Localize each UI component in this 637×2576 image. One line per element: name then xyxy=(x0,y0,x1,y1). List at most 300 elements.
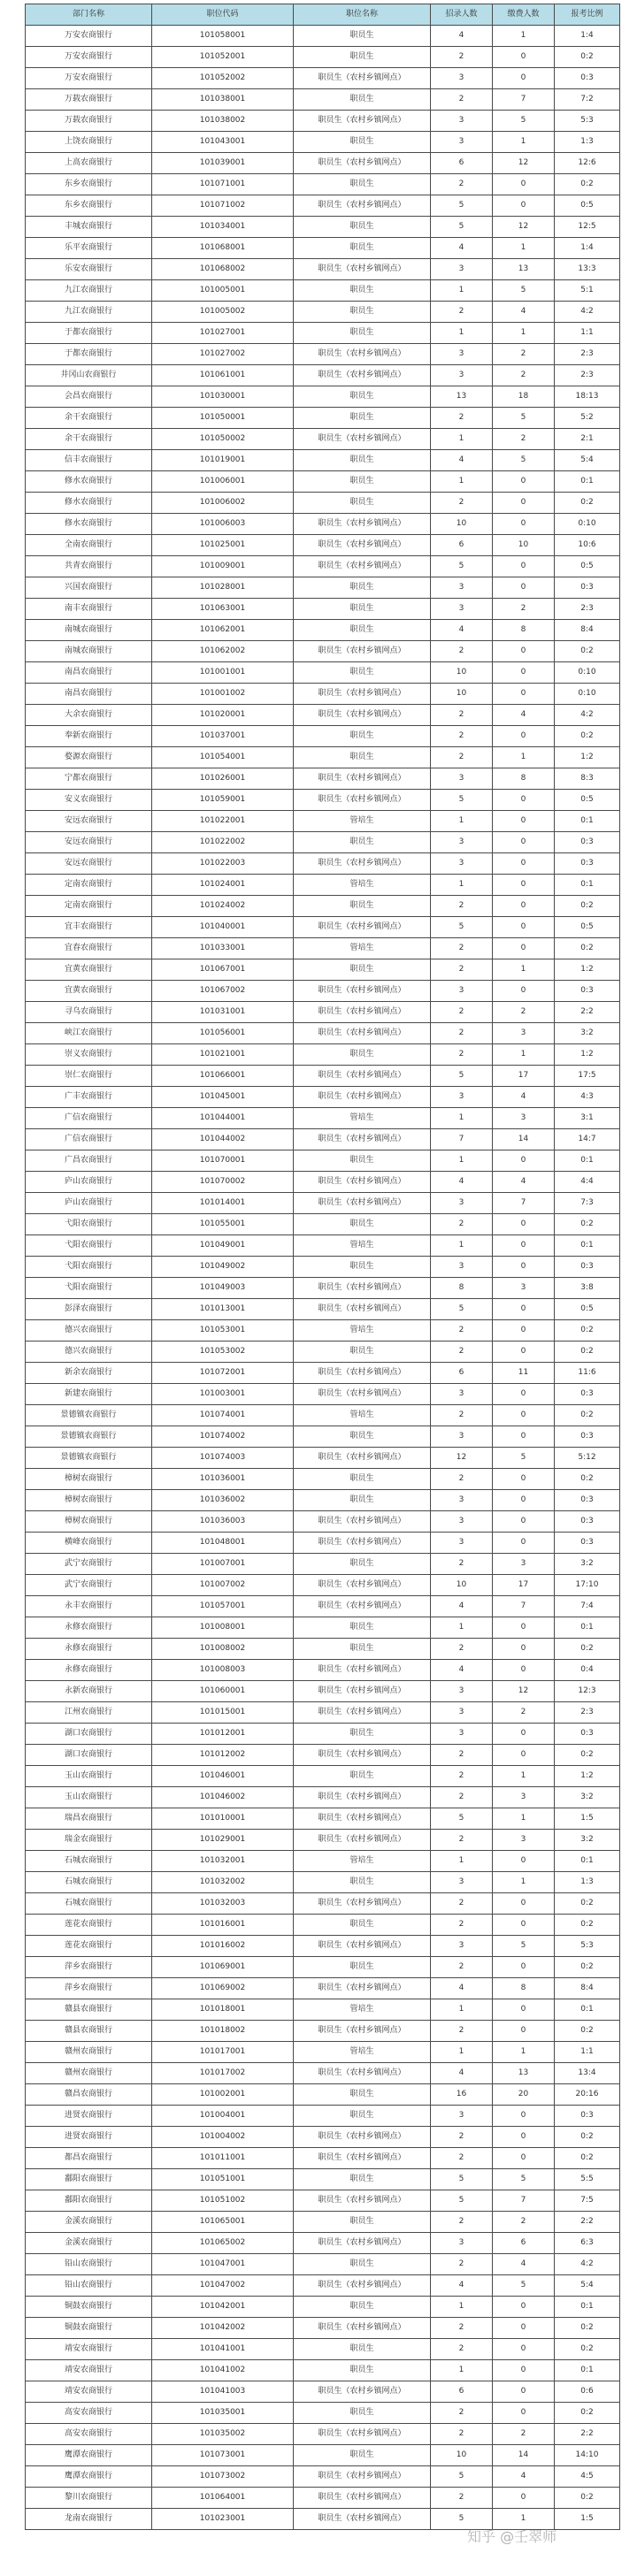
table-row xyxy=(26,1384,620,1405)
paid-count-cell: 0 xyxy=(493,1384,555,1405)
recruit-count-cell: 2 xyxy=(431,2021,493,2042)
position-name-cell: 职员生（农村乡镇网点） xyxy=(294,1596,431,1617)
paid-count-cell: 12 xyxy=(493,1681,555,1702)
position-code-cell: 101036002 xyxy=(152,1490,294,1511)
paid-count-cell: 12 xyxy=(493,153,555,174)
paid-count-cell: 0 xyxy=(493,556,555,577)
paid-count-cell: 0 xyxy=(493,1533,555,1554)
position-code-cell: 101070002 xyxy=(152,1172,294,1193)
position-code-cell: 101063001 xyxy=(152,599,294,620)
department-cell: 樟树农商银行 xyxy=(26,1511,152,1533)
department-cell: 赣昌农商银行 xyxy=(26,2084,152,2106)
paid-count-cell: 0 xyxy=(493,1745,555,1766)
department-cell: 九江农商银行 xyxy=(26,280,152,302)
position-code-cell: 101049001 xyxy=(152,1235,294,1257)
table-row xyxy=(26,1278,620,1299)
ratio-cell: 0:2 xyxy=(555,1745,620,1766)
table-row xyxy=(26,238,620,259)
recruit-count-cell: 2 xyxy=(431,1342,493,1363)
position-code-cell: 101049002 xyxy=(152,1257,294,1278)
ratio-cell: 5:12 xyxy=(555,1448,620,1469)
department-cell: 铜鼓农商银行 xyxy=(26,2318,152,2339)
paid-count-cell: 1 xyxy=(493,2509,555,2530)
position-name-cell: 职员生 xyxy=(294,896,431,917)
table-row xyxy=(26,2190,620,2212)
table-row xyxy=(26,1066,620,1087)
position-code-cell: 101025001 xyxy=(152,535,294,556)
ratio-cell: 0:5 xyxy=(555,1299,620,1320)
position-code-cell: 101037001 xyxy=(152,726,294,747)
paid-count-cell: 0 xyxy=(493,1617,555,1639)
recruit-count-cell: 1 xyxy=(431,429,493,450)
position-code-cell: 101040001 xyxy=(152,917,294,938)
recruit-count-cell: 1 xyxy=(431,875,493,896)
table-row xyxy=(26,1575,620,1596)
ratio-cell: 11:6 xyxy=(555,1363,620,1384)
department-cell: 永修农商银行 xyxy=(26,1617,152,1639)
ratio-cell: 5:2 xyxy=(555,408,620,429)
paid-count-cell: 2 xyxy=(493,2212,555,2233)
table-row xyxy=(26,2148,620,2169)
department-cell: 上饶农商银行 xyxy=(26,132,152,153)
position-name-cell: 职员生 xyxy=(294,2254,431,2275)
paid-count-cell: 2 xyxy=(493,599,555,620)
paid-count-cell: 0 xyxy=(493,1405,555,1426)
recruit-count-cell: 2 xyxy=(431,1214,493,1235)
position-name-cell: 职员生 xyxy=(294,217,431,238)
ratio-cell: 0:2 xyxy=(555,726,620,747)
position-code-cell: 101017001 xyxy=(152,2042,294,2063)
position-code-cell: 101053002 xyxy=(152,1342,294,1363)
ratio-cell: 17:5 xyxy=(555,1066,620,1087)
paid-count-cell: 0 xyxy=(493,1342,555,1363)
department-cell: 铅山农商银行 xyxy=(26,2275,152,2297)
recruit-count-cell: 5 xyxy=(431,790,493,811)
ratio-cell: 20:16 xyxy=(555,2084,620,2106)
paid-count-cell: 3 xyxy=(493,1554,555,1575)
position-code-cell: 101024002 xyxy=(152,896,294,917)
table-row xyxy=(26,471,620,493)
position-name-cell: 职员生（农村乡镇网点） xyxy=(294,259,431,280)
position-code-cell: 101016001 xyxy=(152,1915,294,1936)
paid-count-cell: 5 xyxy=(493,450,555,471)
ratio-cell: 1:5 xyxy=(555,2509,620,2530)
position-name-cell: 职员生（农村乡镇网点） xyxy=(294,2021,431,2042)
ratio-cell: 13:4 xyxy=(555,2063,620,2084)
ratio-cell: 5:3 xyxy=(555,111,620,132)
department-cell: 鹰潭农商银行 xyxy=(26,2466,152,2488)
position-name-cell: 职员生 xyxy=(294,493,431,514)
paid-count-cell: 0 xyxy=(493,2297,555,2318)
ratio-cell: 3:8 xyxy=(555,1278,620,1299)
ratio-cell: 0:2 xyxy=(555,2488,620,2509)
paid-count-cell: 0 xyxy=(493,2360,555,2381)
position-name-cell: 职员生 xyxy=(294,1044,431,1066)
position-code-cell: 101024001 xyxy=(152,875,294,896)
department-cell: 兴国农商银行 xyxy=(26,577,152,599)
position-name-cell: 职员生（农村乡镇网点） xyxy=(294,1660,431,1681)
position-code-cell: 101062002 xyxy=(152,641,294,662)
ratio-cell: 12:3 xyxy=(555,1681,620,1702)
paid-count-cell: 0 xyxy=(493,2021,555,2042)
recruit-count-cell: 5 xyxy=(431,2509,493,2530)
recruit-count-cell: 4 xyxy=(431,26,493,47)
ratio-cell: 0:3 xyxy=(555,1257,620,1278)
recruit-count-cell: 1 xyxy=(431,1999,493,2021)
table-row xyxy=(26,790,620,811)
position-name-cell: 职员生 xyxy=(294,450,431,471)
table-row xyxy=(26,217,620,238)
position-name-cell: 职员生（农村乡镇网点） xyxy=(294,1384,431,1405)
position-name-cell: 职员生 xyxy=(294,1554,431,1575)
position-name-cell: 职员生（农村乡镇网点） xyxy=(294,365,431,386)
ratio-cell: 4:2 xyxy=(555,705,620,726)
position-name-cell: 职员生（农村乡镇网点） xyxy=(294,1745,431,1766)
position-code-cell: 101064001 xyxy=(152,2488,294,2509)
position-name-cell: 管培生 xyxy=(294,1235,431,1257)
department-cell: 铅山农商银行 xyxy=(26,2254,152,2275)
paid-count-cell: 0 xyxy=(493,577,555,599)
paid-count-cell: 4 xyxy=(493,1087,555,1108)
paid-count-cell: 1 xyxy=(493,1766,555,1787)
header-department: 部门名称 xyxy=(26,4,152,26)
position-code-cell: 101007001 xyxy=(152,1554,294,1575)
recruit-count-cell: 10 xyxy=(431,1575,493,1596)
table-row xyxy=(26,641,620,662)
ratio-cell: 10:6 xyxy=(555,535,620,556)
table-row xyxy=(26,2424,620,2445)
ratio-cell: 0:2 xyxy=(555,1469,620,1490)
position-code-cell: 101046002 xyxy=(152,1787,294,1808)
recruit-count-cell: 4 xyxy=(431,620,493,641)
position-name-cell: 职员生（农村乡镇网点） xyxy=(294,535,431,556)
position-name-cell: 职员生 xyxy=(294,1915,431,1936)
position-code-cell: 101041003 xyxy=(152,2381,294,2403)
position-code-cell: 101003001 xyxy=(152,1384,294,1405)
position-name-cell: 职员生（农村乡镇网点） xyxy=(294,1936,431,1957)
table-row xyxy=(26,2403,620,2424)
ratio-cell: 2:2 xyxy=(555,2424,620,2445)
department-cell: 樟树农商银行 xyxy=(26,1490,152,1511)
recruit-count-cell: 2 xyxy=(431,896,493,917)
position-name-cell: 职员生（农村乡镇网点） xyxy=(294,2381,431,2403)
department-cell: 莲花农商银行 xyxy=(26,1915,152,1936)
paid-count-cell: 0 xyxy=(493,2339,555,2360)
ratio-cell: 17:10 xyxy=(555,1575,620,1596)
position-name-cell: 职员生（农村乡镇网点） xyxy=(294,1533,431,1554)
recruit-count-cell: 2 xyxy=(431,959,493,981)
recruit-count-cell: 1 xyxy=(431,323,493,344)
table-row xyxy=(26,1129,620,1150)
ratio-cell: 0:3 xyxy=(555,68,620,89)
department-cell: 樟树农商银行 xyxy=(26,1469,152,1490)
table-row xyxy=(26,1363,620,1384)
paid-count-cell: 0 xyxy=(493,2488,555,2509)
position-code-cell: 101070001 xyxy=(152,1150,294,1172)
paid-count-cell: 5 xyxy=(493,1936,555,1957)
department-cell: 庐山农商银行 xyxy=(26,1172,152,1193)
position-code-cell: 101011001 xyxy=(152,2148,294,2169)
position-name-cell: 职员生 xyxy=(294,726,431,747)
table-row xyxy=(26,2488,620,2509)
table-row xyxy=(26,1320,620,1342)
table-row xyxy=(26,1787,620,1808)
recruit-count-cell: 2 xyxy=(431,2339,493,2360)
recruit-count-cell: 3 xyxy=(431,111,493,132)
position-code-cell: 101032003 xyxy=(152,1893,294,1915)
paid-count-cell: 0 xyxy=(493,938,555,959)
ratio-cell: 0:5 xyxy=(555,195,620,217)
table-row xyxy=(26,365,620,386)
ratio-cell: 0:2 xyxy=(555,47,620,68)
recruit-count-cell: 3 xyxy=(431,1426,493,1448)
table-row xyxy=(26,1405,620,1426)
position-name-cell: 职员生（农村乡镇网点） xyxy=(294,2148,431,2169)
recruit-count-cell: 2 xyxy=(431,2318,493,2339)
position-name-cell: 职员生 xyxy=(294,832,431,853)
position-name-cell: 职员生 xyxy=(294,89,431,111)
position-code-cell: 101061001 xyxy=(152,365,294,386)
table-row xyxy=(26,1257,620,1278)
department-cell: 玉山农商银行 xyxy=(26,1787,152,1808)
recruit-count-cell: 4 xyxy=(431,1172,493,1193)
recruit-count-cell: 1 xyxy=(431,471,493,493)
position-code-cell: 101009001 xyxy=(152,556,294,577)
department-cell: 乐安农商银行 xyxy=(26,259,152,280)
ratio-cell: 12:5 xyxy=(555,217,620,238)
paid-count-cell: 0 xyxy=(493,2106,555,2127)
department-cell: 赣州农商银行 xyxy=(26,2042,152,2063)
position-code-cell: 101044001 xyxy=(152,1108,294,1129)
paid-count-cell: 0 xyxy=(493,1851,555,1872)
department-cell: 鄱阳农商银行 xyxy=(26,2169,152,2190)
table-row xyxy=(26,1490,620,1511)
recruit-count-cell: 3 xyxy=(431,1872,493,1893)
table-row xyxy=(26,1108,620,1129)
position-name-cell: 职员生（农村乡镇网点） xyxy=(294,2190,431,2212)
ratio-cell: 5:4 xyxy=(555,450,620,471)
recruit-count-cell: 1 xyxy=(431,2360,493,2381)
paid-count-cell: 5 xyxy=(493,111,555,132)
position-name-cell: 职员生 xyxy=(294,577,431,599)
position-name-cell: 职员生 xyxy=(294,2084,431,2106)
position-code-cell: 101067002 xyxy=(152,981,294,1002)
table-row xyxy=(26,1087,620,1108)
department-cell: 万安农商银行 xyxy=(26,47,152,68)
department-cell: 安远农商银行 xyxy=(26,832,152,853)
recruit-count-cell: 2 xyxy=(431,1639,493,1660)
position-code-cell: 101032001 xyxy=(152,1851,294,1872)
ratio-cell: 0:2 xyxy=(555,1342,620,1363)
table-row xyxy=(26,2106,620,2127)
recruit-count-cell: 3 xyxy=(431,853,493,875)
ratio-cell: 7:4 xyxy=(555,1596,620,1617)
ratio-cell: 0:2 xyxy=(555,1893,620,1915)
position-code-cell: 101038001 xyxy=(152,89,294,111)
position-code-cell: 101051001 xyxy=(152,2169,294,2190)
recruit-count-cell: 2 xyxy=(431,2424,493,2445)
department-cell: 都昌农商银行 xyxy=(26,2148,152,2169)
position-code-cell: 101006003 xyxy=(152,514,294,535)
table-row xyxy=(26,302,620,323)
position-name-cell: 职员生 xyxy=(294,1214,431,1235)
position-name-cell: 职员生 xyxy=(294,1766,431,1787)
recruit-count-cell: 2 xyxy=(431,2148,493,2169)
recruit-count-cell: 3 xyxy=(431,1936,493,1957)
department-cell: 景德镇农商银行 xyxy=(26,1448,152,1469)
table-row xyxy=(26,450,620,471)
position-code-cell: 101047002 xyxy=(152,2275,294,2297)
recruit-count-cell: 2 xyxy=(431,1469,493,1490)
paid-count-cell: 0 xyxy=(493,2403,555,2424)
table-row xyxy=(26,599,620,620)
paid-count-cell: 2 xyxy=(493,365,555,386)
position-name-cell: 职员生（农村乡镇网点） xyxy=(294,1002,431,1023)
department-cell: 莲花农商银行 xyxy=(26,1936,152,1957)
table-row xyxy=(26,174,620,195)
department-cell: 弋阳农商银行 xyxy=(26,1278,152,1299)
table-row xyxy=(26,726,620,747)
paid-count-cell: 0 xyxy=(493,1320,555,1342)
ratio-cell: 1:4 xyxy=(555,26,620,47)
paid-count-cell: 0 xyxy=(493,896,555,917)
department-cell: 安远农商银行 xyxy=(26,853,152,875)
recruit-count-cell: 2 xyxy=(431,408,493,429)
department-cell: 武宁农商银行 xyxy=(26,1554,152,1575)
position-name-cell: 职员生 xyxy=(294,1617,431,1639)
paid-count-cell: 17 xyxy=(493,1066,555,1087)
position-name-cell: 职员生（农村乡镇网点） xyxy=(294,1681,431,1702)
position-code-cell: 101042001 xyxy=(152,2297,294,2318)
department-cell: 婺源农商银行 xyxy=(26,747,152,768)
recruit-count-cell: 3 xyxy=(431,1724,493,1745)
department-cell: 金溪农商银行 xyxy=(26,2212,152,2233)
department-cell: 万载农商银行 xyxy=(26,111,152,132)
paid-count-cell: 1 xyxy=(493,1044,555,1066)
recruit-count-cell: 3 xyxy=(431,599,493,620)
ratio-cell: 7:3 xyxy=(555,1193,620,1214)
department-cell: 赣县农商银行 xyxy=(26,1999,152,2021)
position-code-cell: 101022002 xyxy=(152,832,294,853)
ratio-cell: 0:3 xyxy=(555,1490,620,1511)
department-cell: 东乡农商银行 xyxy=(26,195,152,217)
recruit-count-cell: 10 xyxy=(431,2445,493,2466)
position-code-cell: 101018002 xyxy=(152,2021,294,2042)
recruit-count-cell: 2 xyxy=(431,89,493,111)
position-code-cell: 101056001 xyxy=(152,1023,294,1044)
position-name-cell: 职员生 xyxy=(294,2297,431,2318)
table-row xyxy=(26,981,620,1002)
recruit-count-cell: 2 xyxy=(431,174,493,195)
department-cell: 石城农商银行 xyxy=(26,1872,152,1893)
paid-count-cell: 0 xyxy=(493,1724,555,1745)
position-code-cell: 101073001 xyxy=(152,2445,294,2466)
table-row xyxy=(26,1617,620,1639)
ratio-cell: 5:5 xyxy=(555,2169,620,2190)
recruit-count-cell: 1 xyxy=(431,1108,493,1129)
ratio-cell: 4:2 xyxy=(555,302,620,323)
paid-count-cell: 3 xyxy=(493,1830,555,1851)
recruit-count-cell: 2 xyxy=(431,47,493,68)
recruit-count-cell: 2 xyxy=(431,1554,493,1575)
table-row xyxy=(26,1766,620,1787)
ratio-cell: 0:1 xyxy=(555,1851,620,1872)
position-code-cell: 101068001 xyxy=(152,238,294,259)
recruit-count-cell: 2 xyxy=(431,2254,493,2275)
position-name-cell: 职员生（农村乡镇网点） xyxy=(294,1363,431,1384)
paid-count-cell: 3 xyxy=(493,1278,555,1299)
recruit-count-cell: 2 xyxy=(431,2403,493,2424)
table-row xyxy=(26,1533,620,1554)
table-row xyxy=(26,811,620,832)
recruit-count-cell: 3 xyxy=(431,344,493,365)
paid-count-cell: 0 xyxy=(493,853,555,875)
paid-count-cell: 0 xyxy=(493,2381,555,2403)
ratio-cell: 0:3 xyxy=(555,1724,620,1745)
ratio-cell: 3:2 xyxy=(555,1554,620,1575)
department-cell: 高安农商银行 xyxy=(26,2403,152,2424)
position-code-cell: 101062001 xyxy=(152,620,294,641)
department-cell: 弋阳农商银行 xyxy=(26,1214,152,1235)
header-paid-count: 缴费人数 xyxy=(493,4,555,26)
position-code-cell: 101045001 xyxy=(152,1087,294,1108)
ratio-cell: 3:2 xyxy=(555,1830,620,1851)
table-row xyxy=(26,153,620,174)
department-cell: 九江农商银行 xyxy=(26,302,152,323)
position-name-cell: 职员生（农村乡镇网点） xyxy=(294,1511,431,1533)
recruit-count-cell: 3 xyxy=(431,1702,493,1724)
header-position-name: 职位名称 xyxy=(294,4,431,26)
position-name-cell: 职员生 xyxy=(294,302,431,323)
position-name-cell: 职员生（农村乡镇网点） xyxy=(294,917,431,938)
position-code-cell: 101050001 xyxy=(152,408,294,429)
recruit-count-cell: 2 xyxy=(431,493,493,514)
paid-count-cell: 5 xyxy=(493,408,555,429)
position-name-cell: 职员生（农村乡镇网点） xyxy=(294,768,431,790)
table-row xyxy=(26,1448,620,1469)
position-code-cell: 101032002 xyxy=(152,1872,294,1893)
department-cell: 宜黄农商银行 xyxy=(26,959,152,981)
table-row xyxy=(26,1150,620,1172)
table-row xyxy=(26,2021,620,2042)
paid-count-cell: 0 xyxy=(493,1214,555,1235)
table-row xyxy=(26,493,620,514)
department-cell: 东乡农商银行 xyxy=(26,174,152,195)
table-row xyxy=(26,1044,620,1066)
position-name-cell: 职员生 xyxy=(294,1957,431,1978)
position-name-cell: 职员生（农村乡镇网点） xyxy=(294,1978,431,1999)
position-code-cell: 101042002 xyxy=(152,2318,294,2339)
recruit-count-cell: 3 xyxy=(431,768,493,790)
paid-count-cell: 14 xyxy=(493,1129,555,1150)
position-name-cell: 管培生 xyxy=(294,1405,431,1426)
recruit-count-cell: 1 xyxy=(431,2042,493,2063)
ratio-cell: 1:5 xyxy=(555,1808,620,1830)
paid-count-cell: 0 xyxy=(493,174,555,195)
position-name-cell: 职员生（农村乡镇网点） xyxy=(294,153,431,174)
recruit-count-cell: 1 xyxy=(431,1150,493,1172)
recruit-count-cell: 12 xyxy=(431,1448,493,1469)
department-cell: 崇义农商银行 xyxy=(26,1044,152,1066)
table-row xyxy=(26,938,620,959)
position-code-cell: 101018001 xyxy=(152,1999,294,2021)
recruit-count-cell: 2 xyxy=(431,1915,493,1936)
table-row xyxy=(26,2233,620,2254)
paid-count-cell: 0 xyxy=(493,1469,555,1490)
department-cell: 彭泽农商银行 xyxy=(26,1299,152,1320)
recruit-count-cell: 3 xyxy=(431,1193,493,1214)
department-cell: 修水农商银行 xyxy=(26,471,152,493)
